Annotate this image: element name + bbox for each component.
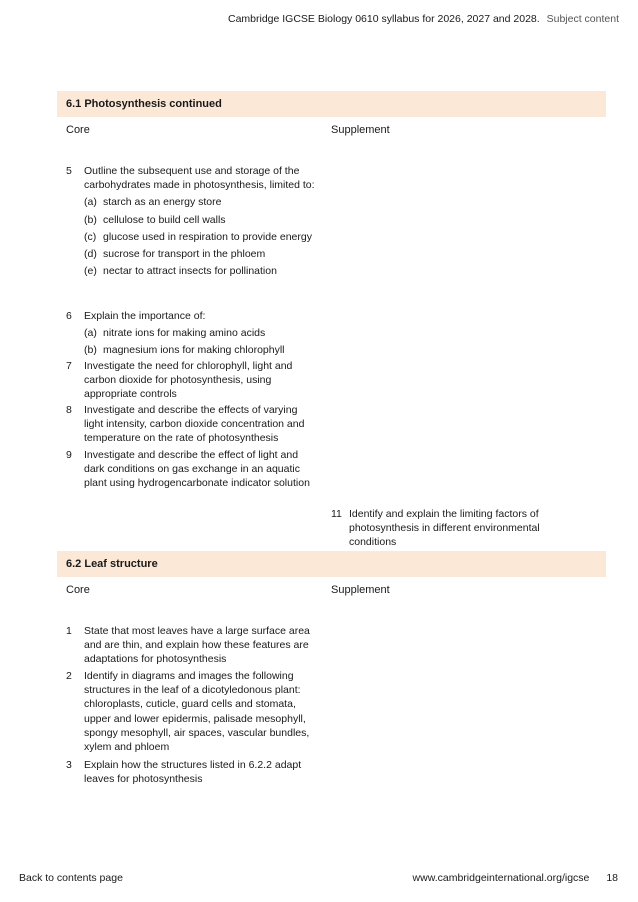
item-number: 5 — [66, 165, 72, 177]
sub-item-text: nectar to attract insects for pollination — [103, 265, 277, 278]
page-header — [228, 13, 619, 25]
sub-item-text: sucrose for transport in the phloem — [103, 248, 266, 261]
core-item-6 — [66, 309, 316, 358]
item-number: 2 — [66, 670, 72, 682]
sub-item-text: nitrate ions for making amino acids — [103, 327, 266, 340]
sub-item-text: cellulose to build cell walls — [103, 213, 226, 226]
sub-item-b — [66, 213, 316, 227]
sub-item-d — [66, 247, 316, 261]
supplement-item-11 — [331, 507, 561, 550]
sub-item-a — [66, 326, 316, 340]
core-heading: Core — [66, 124, 90, 136]
item-text: Investigate and describe the effect of light and dark conditions on gas exchange in an aquatic plant using hydrogencarbonate indicator solution — [84, 449, 310, 490]
sub-item-text: starch as an energy store — [103, 196, 222, 209]
item-text: Explain how the structures listed in 6.2.2 adapt leaves for photosynthesis — [84, 759, 302, 786]
core-item-1 — [66, 624, 316, 667]
sub-item-text: magnesium ions for making chlorophyll — [103, 344, 285, 357]
supplement-heading: Supplement — [331, 124, 390, 136]
sub-item-letter: (b) — [84, 344, 97, 357]
core-item-5 — [66, 164, 316, 278]
sub-item-letter: (d) — [84, 248, 97, 261]
core-heading: Core — [66, 584, 90, 596]
item-number: 6 — [66, 310, 72, 322]
back-to-contents-link[interactable]: Back to contents page — [19, 872, 123, 884]
item-number: 3 — [66, 759, 72, 771]
sub-item-letter: (a) — [84, 327, 97, 340]
item-number: 7 — [66, 360, 72, 372]
sub-item-letter: (e) — [84, 265, 97, 278]
header-section: Subject content — [546, 13, 619, 25]
item-text: Investigate and describe the effects of varying light intensity, carbon dioxide concentration and temperature on the rate of photosynthesis — [84, 404, 305, 445]
item-text: Identify in diagrams and images the following structures in the leaf of a dicotyledonous plant: chloroplasts, cuticle, guard cells and stomata, upper and lower epidermis, palisade mesophyll, spongy mesophyll, air spaces, vascular bundles, xylem and phloem — [84, 670, 310, 754]
core-item-9 — [66, 448, 316, 491]
section-6-1 — [57, 91, 606, 549]
supplement-heading: Supplement — [331, 584, 390, 596]
core-item-2 — [66, 669, 316, 754]
sub-item-text: glucose used in respiration to provide energy — [103, 230, 312, 243]
item-text: Identify and explain the limiting factors of photosynthesis in different environmental conditions — [349, 508, 540, 549]
core-item-8 — [66, 403, 316, 446]
sub-item-b — [66, 343, 316, 357]
sub-item-a — [66, 195, 316, 209]
website-link[interactable]: www.cambridgeinternational.org/igcse — [412, 872, 590, 884]
core-item-3 — [66, 758, 316, 786]
item-number: 11 — [331, 508, 342, 520]
header-title: Cambridge IGCSE Biology 0610 syllabus for 2026, 2027 and 2028. — [227, 13, 540, 25]
core-item-7 — [66, 359, 316, 402]
sub-item-letter: (a) — [84, 196, 97, 209]
sub-item-letter: (c) — [84, 230, 97, 243]
item-text: Investigate the need for chlorophyll, light and carbon dioxide for photosynthesis, using appropriate controls — [84, 360, 293, 401]
item-number: 9 — [66, 449, 72, 461]
sub-item-c — [66, 230, 316, 244]
item-text: Outline the subsequent use and storage of the carbohydrates made in photosynthesis, limited to: — [84, 165, 315, 192]
section-title: 6.2 Leaf structure — [57, 551, 606, 577]
page-number: 18 — [606, 872, 618, 884]
section-6-2 — [57, 551, 606, 786]
page-footer — [413, 872, 618, 884]
section-title: 6.1 Photosynthesis continued — [57, 91, 606, 117]
item-number: 1 — [66, 625, 72, 637]
sub-item-letter: (b) — [84, 213, 97, 226]
item-number: 8 — [66, 404, 72, 416]
item-text: State that most leaves have a large surface area and are thin, and explain how these features are adaptations for photosynthesis — [84, 625, 310, 666]
item-text: Explain the importance of: — [84, 310, 206, 322]
sub-item-e — [66, 264, 316, 278]
